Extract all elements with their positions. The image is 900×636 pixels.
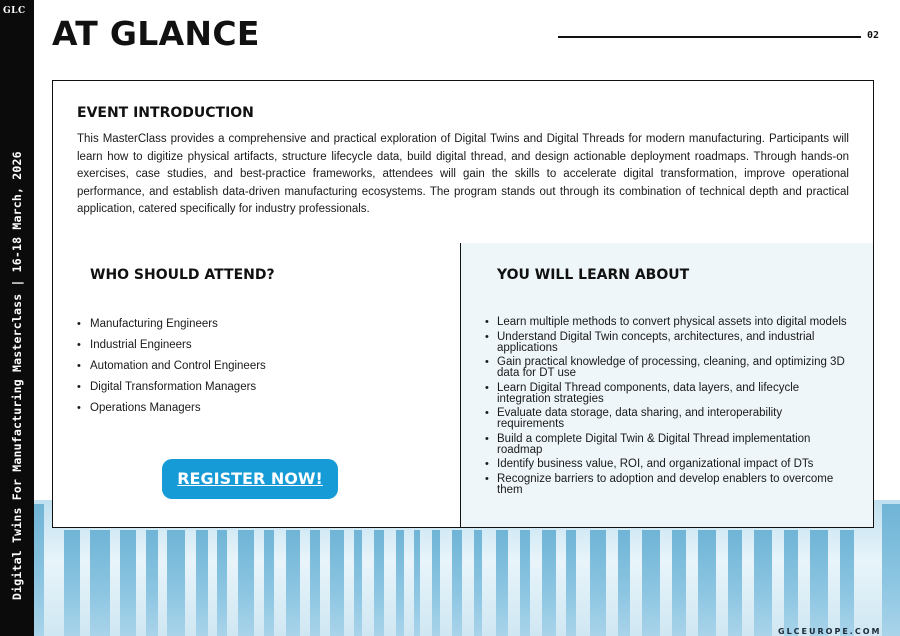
bar xyxy=(840,530,854,636)
bar xyxy=(374,530,384,636)
list-item xyxy=(485,434,850,456)
bar xyxy=(64,530,80,636)
learning-label: Gain practical knowledge of processing, cleaning, and optimizing 3D data for DT use xyxy=(497,356,845,379)
attendee-label: Manufacturing Engineers xyxy=(90,318,218,330)
page-title: AT GLANCE xyxy=(52,14,260,53)
learning-list xyxy=(485,317,850,499)
event-vertical-caption: Digital Twins For Manufacturing Masterclass | 16-18 March, 2026 xyxy=(10,151,24,600)
bullet-icon: • xyxy=(485,407,489,419)
attendee-label: Industrial Engineers xyxy=(90,339,192,351)
list-item xyxy=(485,357,850,379)
page-number: 02 xyxy=(867,30,880,41)
who-should-attend-heading: WHO SHOULD ATTEND? xyxy=(90,267,275,283)
bar xyxy=(238,530,254,636)
learning-label: Learn Digital Thread components, data layers, and lifecycle integration strategies xyxy=(497,381,800,405)
bar xyxy=(396,530,404,636)
bar xyxy=(542,530,556,636)
bar xyxy=(120,530,136,636)
learning-label: Understand Digital Twin concepts, architectures, and industrial applications xyxy=(497,330,815,354)
bullet-icon: • xyxy=(485,356,489,368)
event-introduction-section xyxy=(53,81,873,244)
bullet-icon: • xyxy=(485,316,489,328)
learning-label: Learn multiple methods to convert physical assets into digital models xyxy=(497,316,847,328)
list-item xyxy=(77,317,266,331)
bullet-icon: • xyxy=(485,330,489,343)
bar xyxy=(566,530,576,636)
list-item xyxy=(485,474,850,496)
bullet-icon: • xyxy=(77,318,81,330)
glc-logo: GLC xyxy=(3,6,26,16)
list-item xyxy=(77,401,266,415)
bar xyxy=(264,530,274,636)
bar xyxy=(90,530,110,636)
learning-label: Identify business value, ROI, and organizational impact of DTs xyxy=(497,458,814,470)
event-introduction-text: This MasterClass provides a comprehensive and practical exploration of Digital Twins and Digital Threads for modern manufacturing. Participants will learn how to digitize physical artifacts, structure lifecycle data, build digital thread, and design actionable deployment roadmaps. Through hands-on exercises, case studies, and best-practice frameworks, attendees will gain the skills to accelerate digital transformation, improve operational performance, and establish data-driven manufacturing ecosystems. The program stands out through its combination of technical depth and practical application, catered specifically for industry professionals. xyxy=(77,133,849,215)
you-will-learn-section xyxy=(461,243,873,527)
header-rule xyxy=(558,36,861,38)
bar xyxy=(217,530,227,636)
bar xyxy=(698,530,716,636)
event-introduction-heading: EVENT INTRODUCTION xyxy=(77,105,254,121)
sidebar xyxy=(0,0,34,636)
overview-card xyxy=(52,80,874,528)
bullet-icon: • xyxy=(77,339,81,351)
list-item xyxy=(485,332,850,354)
bar xyxy=(618,530,630,636)
learning-label: Evaluate data storage, data sharing, and interoperability requirements xyxy=(497,407,783,430)
list-item xyxy=(485,383,850,405)
bar xyxy=(286,530,300,636)
bullet-icon: • xyxy=(77,381,81,393)
bar xyxy=(474,530,482,636)
list-item xyxy=(77,359,266,373)
learning-label: Recognize barriers to adoption and develop enablers to overcome them xyxy=(497,472,834,496)
bar xyxy=(784,530,798,636)
bar xyxy=(196,530,208,636)
list-item xyxy=(485,459,850,470)
attendee-label: Operations Managers xyxy=(90,402,201,414)
bar xyxy=(34,504,44,636)
bar xyxy=(754,530,772,636)
you-will-learn-heading: YOU WILL LEARN ABOUT xyxy=(497,267,690,283)
list-item xyxy=(485,317,850,328)
bar xyxy=(810,530,828,636)
bar xyxy=(330,530,344,636)
website-link[interactable]: GLCEUROPE.COM xyxy=(778,627,882,636)
bar xyxy=(146,530,158,636)
bar xyxy=(642,530,660,636)
bar xyxy=(414,530,420,636)
bar xyxy=(728,530,742,636)
bar xyxy=(520,530,530,636)
bar xyxy=(167,530,185,636)
attendee-label: Digital Transformation Managers xyxy=(90,381,257,393)
register-now-button[interactable]: REGISTER NOW! xyxy=(162,459,338,499)
list-item xyxy=(77,380,266,394)
bar xyxy=(496,530,508,636)
bar xyxy=(354,530,362,636)
bar xyxy=(432,530,440,636)
bullet-icon: • xyxy=(485,458,489,470)
bullet-icon: • xyxy=(77,402,81,414)
list-item xyxy=(485,408,850,430)
bar xyxy=(882,504,900,636)
bar xyxy=(590,530,606,636)
attendee-list xyxy=(77,317,266,422)
bullet-icon: • xyxy=(77,360,81,372)
bar xyxy=(452,530,462,636)
bullet-icon: • xyxy=(485,432,489,445)
bar xyxy=(672,530,686,636)
learning-label: Build a complete Digital Twin & Digital Thread implementation roadmap xyxy=(497,432,811,456)
bullet-icon: • xyxy=(485,381,489,394)
bar xyxy=(310,530,320,636)
who-should-attend-section xyxy=(53,243,461,527)
bullet-icon: • xyxy=(485,472,489,485)
list-item xyxy=(77,338,266,352)
attendee-label: Automation and Control Engineers xyxy=(90,360,266,372)
